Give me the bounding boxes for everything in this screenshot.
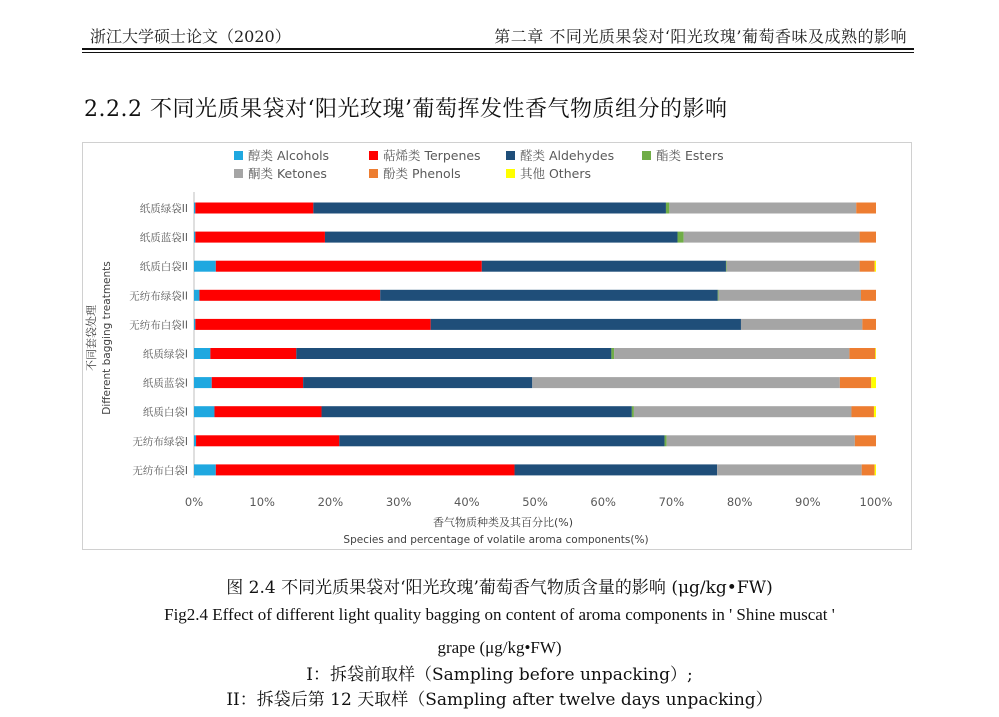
legend-swatch bbox=[234, 151, 243, 160]
section-title: 2.2.2 不同光质果袋对‘阳光玫瑰’葡萄挥发性香气物质组分的影响 bbox=[84, 97, 728, 122]
bar-segment bbox=[862, 319, 876, 330]
bar-segment bbox=[212, 377, 303, 388]
x-tick-label: 0% bbox=[184, 495, 204, 509]
bar-segment bbox=[322, 406, 632, 417]
bar-segment bbox=[726, 261, 727, 272]
bar-segment bbox=[194, 377, 212, 388]
legend-swatch bbox=[642, 151, 651, 160]
bar-segment bbox=[634, 406, 852, 417]
bar-segment bbox=[875, 464, 876, 475]
bar-segment bbox=[431, 319, 741, 330]
figure-note-2: II：拆袋后第 12 天取样（Sampling after twelve days unpacking） bbox=[226, 690, 773, 710]
category-label: 无纺布白袋II bbox=[129, 319, 188, 332]
x-tick-label: 30% bbox=[385, 495, 412, 509]
bar-segment bbox=[875, 348, 876, 359]
category-label: 纸质白袋II bbox=[139, 261, 188, 274]
bar-segment bbox=[194, 290, 199, 301]
bar-segment bbox=[874, 406, 876, 417]
bar-segment bbox=[727, 261, 860, 272]
y-axis-title-en: Different bagging treatments bbox=[101, 261, 113, 415]
figure-caption-cn: 图 2.4 不同光质果袋对‘阳光玫瑰’葡萄香气物质含量的影响 (μg/kg•FW) bbox=[226, 578, 773, 598]
bar-segment bbox=[216, 464, 515, 475]
legend-label: 醛类 Aldehydes bbox=[520, 148, 615, 163]
bar-segment bbox=[665, 435, 667, 446]
bar-segment bbox=[194, 232, 195, 243]
legend-label: 醇类 Alcohols bbox=[248, 148, 330, 163]
bar-segment bbox=[856, 203, 876, 214]
bar-segment bbox=[684, 232, 860, 243]
bar-segment bbox=[325, 232, 678, 243]
x-tick-label: 50% bbox=[522, 495, 548, 509]
bar-segment bbox=[196, 435, 339, 446]
bar-segment bbox=[194, 261, 216, 272]
bar-segment bbox=[313, 203, 666, 214]
bar-segment bbox=[718, 290, 719, 301]
legend-label: 酚类 Phenols bbox=[383, 166, 461, 181]
bar-segment bbox=[194, 319, 195, 330]
category-label: 纸质绿袋II bbox=[139, 203, 188, 215]
legend-swatch bbox=[506, 151, 515, 160]
bar-segment bbox=[614, 348, 849, 359]
category-label: 无纺布白袋I bbox=[132, 464, 188, 477]
legend-swatch bbox=[369, 151, 378, 160]
bar-segment bbox=[303, 377, 532, 388]
bar-segment bbox=[632, 406, 634, 417]
bar-segment bbox=[210, 348, 296, 359]
bar-segment bbox=[194, 464, 216, 475]
bar-segment bbox=[862, 464, 875, 475]
bar-segment bbox=[296, 348, 611, 359]
x-tick-label: 80% bbox=[726, 495, 753, 509]
figure-note-1: I：拆袋前取样（Sampling before unpacking）; bbox=[306, 665, 693, 685]
figure-caption-en-continued: grape (μg/kg•FW) bbox=[437, 638, 562, 657]
bar-segment bbox=[855, 435, 876, 446]
bar-segment bbox=[667, 435, 855, 446]
bar-segment bbox=[532, 377, 840, 388]
legend-label: 酯类 Esters bbox=[656, 148, 724, 163]
bar-segment bbox=[871, 377, 876, 388]
bar-segment bbox=[515, 464, 718, 475]
bar-segment bbox=[849, 348, 875, 359]
header-rule-thin bbox=[82, 52, 914, 53]
bar-segment bbox=[195, 232, 325, 243]
bar-segment bbox=[195, 319, 430, 330]
bar-segment bbox=[194, 203, 195, 214]
bar-segment bbox=[194, 406, 214, 417]
bar-segment bbox=[860, 232, 876, 243]
bar-segment bbox=[199, 290, 380, 301]
x-tick-label: 60% bbox=[590, 495, 616, 509]
bar-segment bbox=[717, 464, 862, 475]
figure-caption-en: Fig2.4 Effect of different light quality bagging on content of aroma components in ' Shine muscat ' bbox=[164, 605, 835, 624]
x-tick-label: 90% bbox=[795, 495, 821, 509]
legend-swatch bbox=[369, 169, 378, 178]
bar-segment bbox=[840, 377, 871, 388]
header-rule bbox=[82, 48, 914, 50]
legend-swatch bbox=[234, 169, 243, 178]
bar-segment bbox=[214, 406, 321, 417]
x-tick-label: 20% bbox=[317, 495, 344, 509]
bar-segment bbox=[861, 290, 876, 301]
x-tick-label: 100% bbox=[859, 495, 893, 509]
bar-segment bbox=[666, 203, 669, 214]
bar-segment bbox=[482, 261, 726, 272]
running-header-right: 第二章 不同光质果袋对‘阳光玫瑰’葡萄香味及成熟的影响 bbox=[494, 27, 907, 46]
x-tick-label: 40% bbox=[454, 495, 480, 509]
category-label: 纸质蓝袋I bbox=[142, 377, 188, 390]
bar-segment bbox=[875, 261, 876, 272]
legend-label: 酮类 Ketones bbox=[248, 166, 327, 181]
bar-segment bbox=[718, 290, 861, 301]
x-tick-label: 10% bbox=[249, 495, 275, 509]
x-axis-title-en: Species and percentage of volatile aroma components(%) bbox=[343, 534, 649, 546]
category-label: 纸质白袋I bbox=[142, 406, 188, 419]
category-label: 纸质蓝袋II bbox=[139, 232, 188, 245]
bar-segment bbox=[339, 435, 664, 446]
bar-segment bbox=[194, 435, 196, 446]
bar-segment bbox=[860, 261, 875, 272]
category-label: 纸质绿袋I bbox=[142, 348, 188, 361]
category-label: 无纺布绿袋I bbox=[132, 435, 188, 448]
stacked-bar-chart bbox=[82, 142, 912, 550]
bar-segment bbox=[851, 406, 874, 417]
bar-segment bbox=[216, 261, 482, 272]
y-axis-title-cn: 不同套袋处理 bbox=[85, 305, 98, 371]
category-label: 无纺布绿袋II bbox=[129, 290, 188, 303]
legend-label: 其他 Others bbox=[520, 166, 591, 181]
legend-label: 萜烯类 Terpenes bbox=[383, 148, 481, 163]
bar-segment bbox=[194, 348, 210, 359]
legend-swatch bbox=[506, 169, 515, 178]
bar-segment bbox=[669, 203, 856, 214]
x-tick-label: 70% bbox=[658, 495, 685, 509]
bar-segment bbox=[195, 203, 313, 214]
bar-segment bbox=[678, 232, 684, 243]
running-header-left: 浙江大学硕士论文（2020） bbox=[90, 27, 291, 46]
x-axis-title-cn: 香气物质种类及其百分比(%) bbox=[432, 516, 574, 529]
bar-segment bbox=[741, 319, 862, 330]
bar-segment bbox=[380, 290, 718, 301]
bar-segment bbox=[611, 348, 614, 359]
